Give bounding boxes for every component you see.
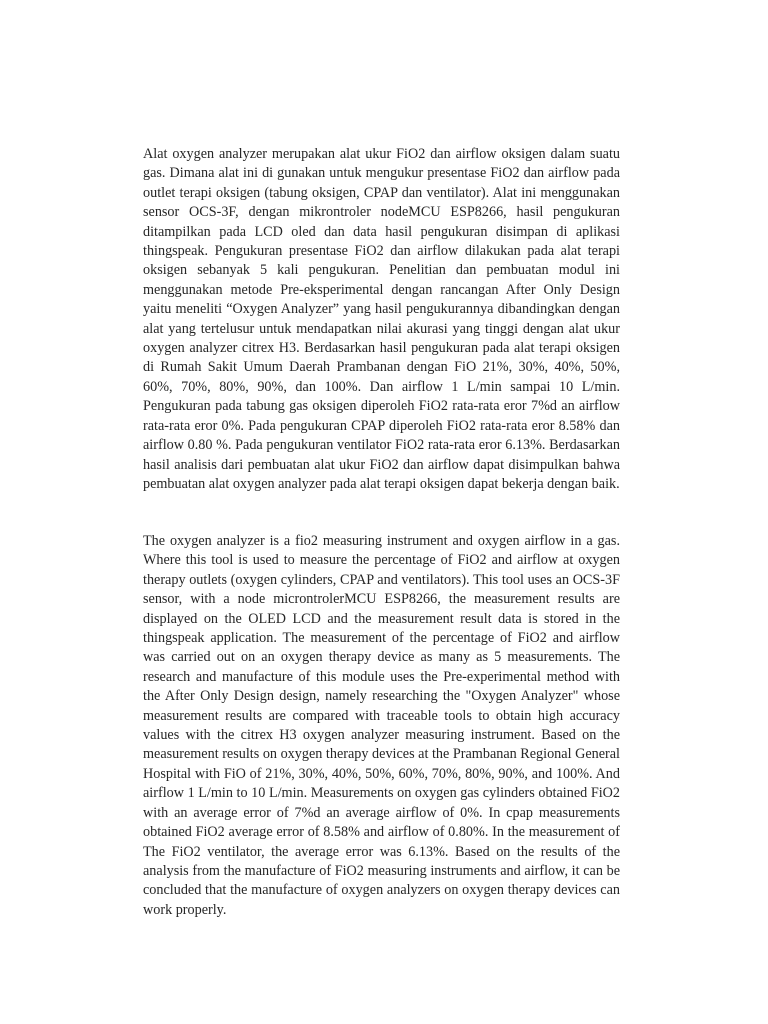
abstract-indonesian-paragraph: Alat oxygen analyzer merupakan alat ukur FiO2 dan airflow oksigen dalam suatu gas. Dimana alat ini di gunakan untuk mengukur presentase FiO2 dan airflow pada outlet terapi oksigen (tabung oksigen, CPAP dan ventilator). Alat ini menggunakan sensor OCS-3F, dengan mikrontroler nodeMCU ESP8266, hasil pengukuran ditampilkan pada LCD oled dan data hasil pengukuran disimpan di aplikasi thingspeak. Pengukuran presentase FiO2 dan airflow dilakukan pada alat terapi oksigen sebanyak 5 kali pengukuran. Penelitian dan pembuatan modul ini menggunakan metode Pre-eksperimental dengan rancangan After Only Design yaitu meneliti “Oxygen Analyzer” yang hasil pengukurannya dibandingkan dengan alat yang tertelusur untuk mendapatkan nilai akurasi yang tinggi dengan alat ukur oxygen analyzer citrex H3. Berdasarkan hasil pengukuran pada alat terapi oksigen di Rumah Sakit Umum Daerah Prambanan dengan FiO 21%, 30%, 40%, 50%, 60%, 70%, 80%, 90%, dan 100%. Dan airflow 1 L/min sampai 10 L/min. Pengukuran pada tabung gas oksigen diperoleh FiO2 rata-rata eror 7%d an airflow rata-rata eror 0%. Pada pengukuran CPAP diperoleh FiO2 rata-rata eror 8.58% dan airflow 0.80 %. Pada pengukuran ventilator FiO2 rata-rata eror 6.13%. Berdasarkan hasil analisis dari pembuatan alat ukur FiO2 dan airflow dapat disimpulkan bahwa pembuatan alat oxygen analyzer pada alat terapi oksigen dapat bekerja dengan baik. — [143, 146, 620, 492]
abstract-english-paragraph: The oxygen analyzer is a fio2 measuring instrument and oxygen airflow in a gas. Where this tool is used to measure the percentage of FiO2 and airflow at oxygen therapy outlets (oxygen cylinders, CPAP and ventilators). This tool uses an OCS-3F sensor, with a node microntrolerMCU ESP8266, the measurement results are displayed on the OLED LCD and the measurement result data is stored in the thingspeak application. The measurement of the percentage of FiO2 and airflow was carried out on an oxygen therapy device as many as 5 measurements. The research and manufacture of this module uses the Pre-experimental method with the After Only Design design, namely researching the "Oxygen Analyzer" whose measurement results are compared with traceable tools to obtain high accuracy values with the citrex H3 oxygen analyzer measuring instrument. Based on the measurement results on oxygen therapy devices at the Prambanan Regional General Hospital with FiO of 21%, 30%, 40%, 50%, 60%, 70%, 80%, 90%, and 100%. And airflow 1 L/min to 10 L/min. Measurements on oxygen gas cylinders obtained FiO2 with an average error of 7%d an average airflow of 0%. In cpap measurements obtained FiO2 average error of 8.58% and airflow of 0.80%. In the measurement of The FiO2 ventilator, the average error was 6.13%. Based on the results of the analysis from the manufacture of FiO2 measuring instruments and airflow, it can be concluded that the manufacture of oxygen analyzers on oxygen therapy devices can work properly. — [143, 533, 620, 918]
